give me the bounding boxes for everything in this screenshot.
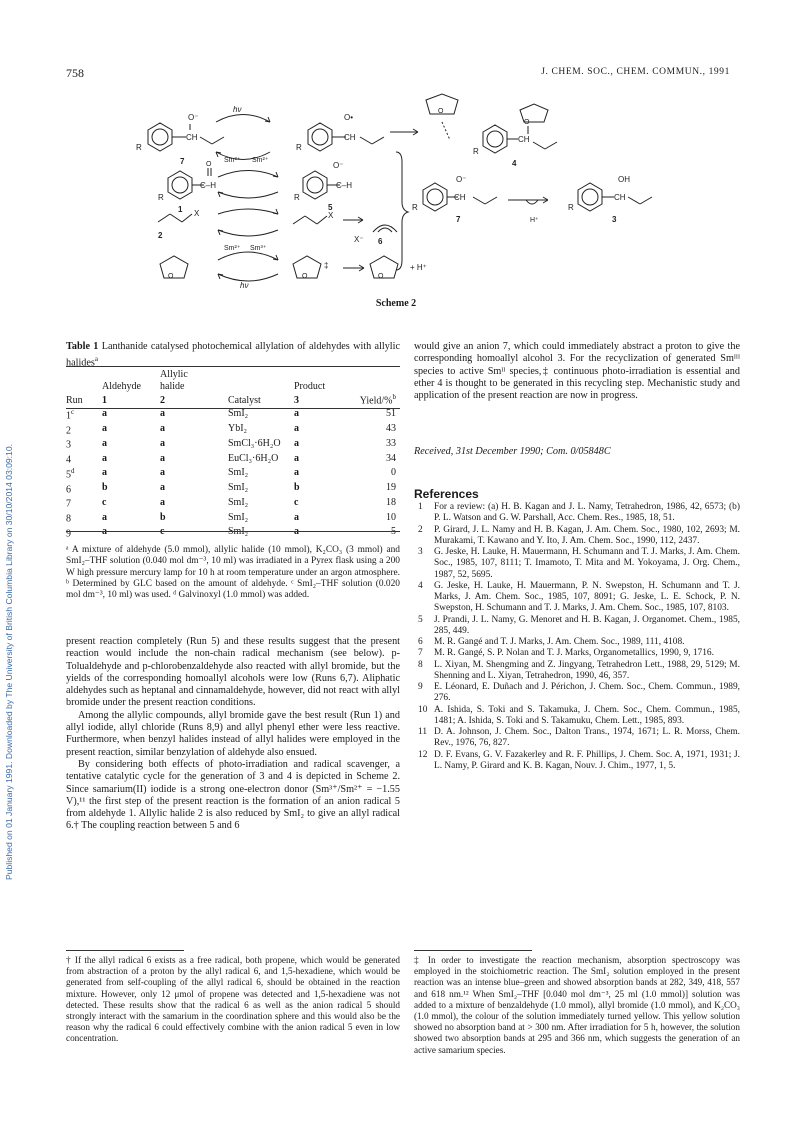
footnote-double-dagger: ‡ In order to investigate the reaction mechanism, absorption spectroscopy was employed in the stoichiometric reaction. The SmI₂ solution employed in the present reaction was an intense blue–green and showed absorption bands at 282, 349, 418, 557 and 618 nm.¹² When SmI₂–THF [0.040 mol dm⁻³, 25 ml (1.0 mmol)] solution was added to a mixture of benzaldehyde (1.0 mmol), allyl bromide (1.0 mmol), and K₂CO₃ (1.0 mmol), the colour of the solution immediately turned yellow. This yellow solution showed no absorption band at > 300 nm. After irradiation for 5 h, however, the solution showed two absorption bands at 295 and 366 nm, which suggests the generation of an active samarium species. — [414, 955, 740, 1055]
label-ch: CH — [454, 193, 466, 202]
label-r: R — [294, 193, 300, 202]
table-rule-top — [66, 366, 400, 367]
label-x: X — [194, 209, 200, 218]
paragraph: Among the allylic compounds, allyl bromide gave the best result (Run 1) and allyl iodide, allyl chloride (Runs 8,9) and allyl phenyl ether were less reactive. Furthermore, when benzyl halides instead of allyl halides were employed in the present reaction, similar benzylation of aldehyde also ensued. — [66, 709, 400, 758]
table-row: 8 a b SmI₂ a 10 — [66, 511, 396, 525]
table-row: 7 c a SmI₂ c 18 — [66, 496, 396, 510]
label-4: 4 — [512, 159, 517, 168]
table-body — [66, 407, 400, 540]
label-ch: CH — [344, 133, 356, 142]
references-heading: References — [414, 487, 479, 501]
data-table: Allylic Aldehyde halide Product Run 1 2 Catalyst 3 Yield/%$^b$ 1$^c$ a a SmI₂ a 51 2 a a YbI₂ a 43 3 a a SmCl₃·6H₂O a 33 4 a a EuCl₃·6H₂O a 34 5$^d$ a a SmI₂ a 0 6 b a SmI₂ b 19 7 c a SmI₂ c 18 8 a b SmI₂ a 10 9 a c SmI₂ a 5 — [66, 369, 400, 539]
label-ch: CH — [614, 193, 626, 202]
label-o-minus: O⁻ — [188, 113, 199, 122]
label-double-dagger: ‡ — [324, 261, 329, 270]
reference-item: 7 M. R. Gangé, S. P. Nolan and T. J. Marks, Organometallics, 1990, 9, 1716. — [418, 648, 714, 659]
label-r: R — [136, 143, 142, 152]
label-r: R — [568, 203, 574, 212]
table-row: 1$^c$ a a SmI₂ a 51 — [66, 407, 396, 422]
paragraph: present reaction completely (Run 5) and these results suggest that the present reaction would include the non-chain radical mechanism (see below). p-Tolualdehyde and p-chlorobenzaldehyde also reacted with allyl bromide, but the yields of the corresponding homoallyl alcohols were low (Runs 6,7). Aliphatic aldehydes such as heptanal and cinnamaldehyde, however, did not react with allyl bromide under the present reaction conditions. — [66, 636, 400, 709]
label-o-minus: O⁻ — [456, 175, 467, 184]
label-1: 1 — [178, 205, 183, 214]
reference-item: 4 G. Jeske, H. Lauke, H. Mauermann, P. N. Swepston, H. Schumann and T. J. Marks, J. Am. Chem. Soc., 1985, 107, 8091; G. Jeske, L. E. Schock, P. N. Swepston, H. Schumann and T. J. Marks, J. Am. Chem. Soc., 1985, 107, 8103. — [418, 580, 740, 614]
label-r: R — [412, 203, 418, 212]
label-r: R — [296, 143, 302, 152]
reference-item: 9 E. Léonard, E. Duñach and J. Périchon, J. Chem. Soc., Chem. Commun., 1989, 276. — [418, 682, 740, 704]
paragraph: By considering both effects of photo-irradiation and radical scavenger, a tentative catalytic cycle for the generation of 3 and 4 is depicted in Scheme 2. Since samarium(II) iodide is a strong one-electron donor (Sm³⁺/Sm²⁺ = −1.55 V),¹¹ the first step of the present reaction is the formation of an anion radical 5 from aldehyde 1. Allylic halide 2 is also reduced by SmI₂ to give an allyl radical 6.† The coupling reaction between 5 and 6 — [66, 758, 400, 832]
label-oh: OH — [618, 175, 630, 184]
arrow — [216, 115, 270, 123]
table-rule-bottom — [66, 531, 400, 532]
table-row: 3 a a SmCl₃·6H₂O a 33 — [66, 437, 396, 451]
table-row: 2 a a YbI₂ a 43 — [66, 423, 396, 436]
label-5: 5 — [328, 203, 333, 212]
label-x: X — [328, 211, 334, 220]
reference-item: 3 G. Jeske, H. Lauke, H. Mauermann, H. Schumann and T. J. Marks, J. Am. Chem. Soc., 1985, 107, 8111; T. Imamoto, T. Mita and M. Yokoyama, J. Org. Chem., 1987, 52, 5695. — [418, 547, 740, 580]
label-c-h: C–H — [336, 181, 353, 190]
label-o-minus: O⁻ — [333, 161, 344, 170]
footnote-rule — [414, 950, 532, 951]
body-left — [66, 636, 400, 833]
footnote-rule — [66, 950, 184, 951]
body-right: would give an anion 7, which could immediately abstract a proton to give the corresponding homoallyl alcohol 3. For the recyclization of generated Smᴵᴵᴵ species to active Smᴵᴵ species,‡ continuous photo-irradiation is essential and ether 4 is thought to be generated in this recycling step. Mechanistic study and application of the present reaction are now in progress. — [414, 341, 740, 402]
label-2: 2 — [158, 231, 163, 240]
label-r: R — [158, 193, 164, 202]
label-ch: CH — [186, 133, 198, 142]
provenance-sidebar — [2, 190, 18, 880]
reference-item: 8 L. Xiyan, M. Shengming and Z. Jingyang, Tetrahedron Lett., 1988, 29, 5129; M. Shenning and L. Xiyan, Tetrahedron, 1990, 46, 357. — [418, 659, 740, 681]
table-caption: Table 1 Lanthanide catalysed photochemical allylation of aldehydes with allylic halides$^a$ — [66, 341, 400, 369]
scheme-2-diagram — [128, 92, 673, 292]
reference-item: 2 P. Girard, J. L. Namy and H. B. Kagan, J. Am. Chem. Soc., 1980, 102, 2693; M. Murakami, T. Kawano and Y. Ito, J. Am. Chem. Soc., 1990, 112, 2437. — [418, 524, 740, 546]
label-o: O — [378, 273, 384, 280]
footnote-dagger: † If the allyl radical 6 exists as a free radical, both propene, which would be generated from abstraction of a proton by the allyl radical 6, and 1,5-hexadiene, which would be generated from self-coupling of the allyl radical 6, should be obtained in the reaction mixture. However, only 12 μmol of propene was detected and 1,5-hexadiene was not detected. These results show that the radical 6 as well as the anion radical 5 should strongly interact with the samarium in the coordination sphere and this would also be the reason why the radical 6 could effectively combine with the anion radical 5 even in low concentration. — [66, 955, 400, 1044]
reference-item: 11 D. A. Johnson, J. Chem. Soc., Dalton Trans., 1974, 1671; L. R. Morss, Chem. Rev., 1976, 76, 827. — [418, 727, 740, 749]
benzene-ring — [152, 129, 168, 145]
reference-item: 12 D. F. Evans, G. V. Fazakerley and R. F. Phillips, J. Chem. Soc. A, 1971, 1931; J. L. Namy, P. Girard and K. B. Kagan, Nouv. J. Chim., 1977, 1, 5. — [418, 749, 740, 771]
label-sm2: Sm²⁺ — [224, 245, 241, 252]
reference-item: 6 M. R. Gangé and T. J. Marks, J. Am. Chem. Soc., 1989, 111, 4108. — [418, 637, 685, 647]
journal-header: J. CHEM. SOC., CHEM. COMMUN., 1991 — [541, 67, 730, 77]
received-line: Received, 31st December 1990; Com. 0/05848C — [414, 446, 611, 457]
label-h-plus: H⁺ — [530, 217, 539, 224]
table-row: 9 a c SmI₂ a 5 — [66, 526, 396, 540]
label-7: 7 — [180, 157, 185, 166]
table-row: 6 b a SmI₂ b 19 — [66, 482, 396, 495]
references-list — [414, 502, 740, 772]
label-o: O — [206, 161, 212, 168]
table-row: 4 a a EuCl₃·6H₂O a 34 — [66, 452, 396, 466]
label-plus-h: + H⁺ — [410, 263, 427, 272]
reference-item: 10 A. Ishida, S. Toki and S. Takamuka, J. Chem. Soc., Chem. Commun., 1985, 1481; A. Ishida, S. Toki and S. Takamuku, Chem. Lett., 1985, 893. — [418, 704, 740, 726]
table-rule-mid — [66, 408, 400, 409]
table-footnote: ᵃ A mixture of aldehyde (5.0 mmol), allylic halide (10 mmol), K₂CO₃ (3 mmol) and SmI₂–THF solution (0.040 mol dm⁻³, 10 ml) was irradiated in a Pyrex flask using a 200 W high pressure mercury lamp for 10 h at room temperature under an argon atmosphere. ᵇ Determined by GLC based on the amount of aldehyde. ᶜ SmI₂–THF solution (0.020 mol dm⁻³, 10 ml) was used. ᵈ Galvinoxyl (1.0 mmol) was added. — [66, 545, 400, 601]
label-hv: hν — [240, 281, 249, 290]
label-ch: CH — [518, 135, 530, 144]
label-x-minus: X⁻ — [354, 235, 364, 244]
label-hv: hν — [233, 105, 242, 114]
label-o-dot: O• — [344, 113, 354, 122]
label-6: 6 — [378, 237, 383, 246]
reference-item: 1 For a review: (a) H. B. Kagan and J. L. Namy, Tetrahedron, 1986, 42, 6573; (b) P. L. Watson and G. W. Parshall, Acc. Chem. Res., 1985, 18, 51. — [418, 502, 740, 524]
label-sm2: Sm²⁺ — [252, 157, 269, 164]
label-o: O — [168, 273, 174, 280]
label-c-h: C–H — [200, 181, 217, 190]
table-row: 5$^d$ a a SmI₂ a 0 — [66, 466, 396, 481]
label-sm3: Sm³⁺ — [224, 157, 241, 164]
label-7: 7 — [456, 215, 461, 224]
label-r: R — [473, 147, 479, 156]
label-3: 3 — [612, 215, 617, 224]
label-sm3: Sm³⁺ — [250, 245, 267, 252]
page-number: 758 — [66, 66, 84, 80]
label-o: O — [524, 119, 530, 126]
reference-item: 5 J. Prandi, J. L. Namy, G. Menoret and H. B. Kagan, J. Organomet. Chem., 1985, 285, 449. — [418, 614, 740, 636]
scheme-caption: Scheme 2 — [375, 298, 417, 309]
label-o: O — [302, 273, 308, 280]
label-o: O — [438, 108, 444, 115]
provenance-text: Published on 01 January 1991. Downloaded by The University of British Columbia Library on 30/10/2014 03:09:10. — [4, 443, 14, 880]
